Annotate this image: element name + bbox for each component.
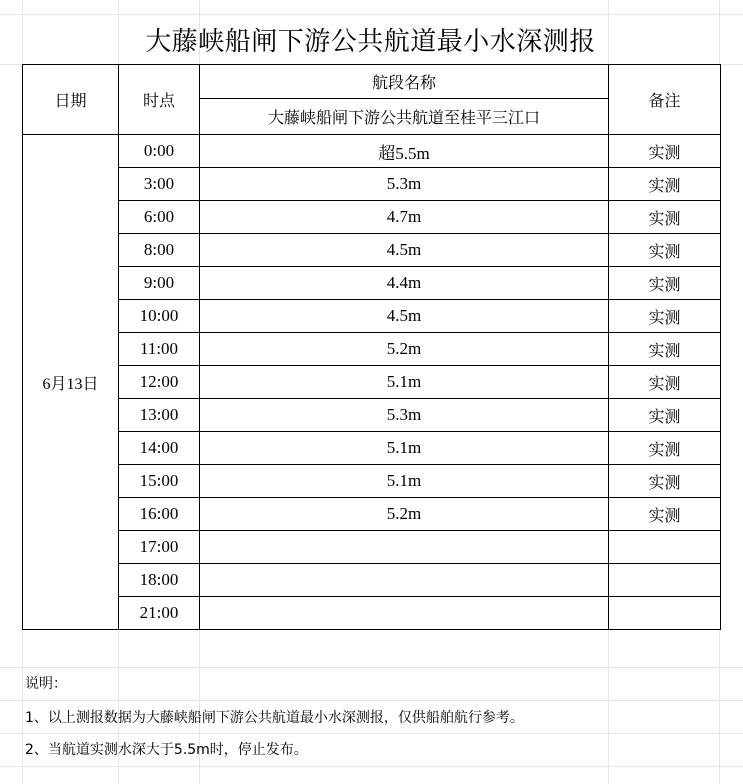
depth-cell: 4.7m	[200, 201, 609, 234]
header-segment-name: 大藤峡船闸下游公共航道至桂平三江口	[200, 99, 609, 135]
depth-cell: 5.1m	[200, 465, 609, 498]
note-cell: 实测	[609, 333, 721, 366]
note-cell	[609, 597, 721, 630]
time-cell: 10:00	[119, 300, 200, 333]
time-cell: 13:00	[119, 399, 200, 432]
time-cell: 0:00	[119, 135, 200, 168]
note-cell	[609, 564, 721, 597]
table-row	[23, 234, 721, 267]
time-cell: 6:00	[119, 201, 200, 234]
table-row	[23, 135, 721, 168]
time-cell: 15:00	[119, 465, 200, 498]
note-cell	[609, 531, 721, 564]
note-cell: 实测	[609, 366, 721, 399]
note-cell: 实测	[609, 300, 721, 333]
table-row	[23, 333, 721, 366]
note-cell: 实测	[609, 201, 721, 234]
depth-report-table	[22, 64, 721, 630]
date-cell: 6月13日	[23, 135, 119, 630]
table-row	[23, 201, 721, 234]
depth-cell: 5.1m	[200, 432, 609, 465]
depth-cell: 4.5m	[200, 300, 609, 333]
table-row	[23, 432, 721, 465]
table-body	[23, 135, 721, 630]
depth-cell: 5.2m	[200, 498, 609, 531]
header-remark: 备注	[609, 65, 721, 135]
time-cell: 12:00	[119, 366, 200, 399]
time-cell: 11:00	[119, 333, 200, 366]
table-row	[23, 267, 721, 300]
note-cell: 实测	[609, 168, 721, 201]
note-cell: 实测	[609, 234, 721, 267]
time-cell: 21:00	[119, 597, 200, 630]
depth-cell	[200, 564, 609, 597]
note-cell: 实测	[609, 135, 721, 168]
table-row	[23, 531, 721, 564]
depth-cell: 4.5m	[200, 234, 609, 267]
report-title: 大藤峡船闸下游公共航道最小水深测报	[145, 27, 596, 57]
note-cell: 实测	[609, 432, 721, 465]
depth-cell	[200, 531, 609, 564]
header-time: 时点	[119, 65, 200, 135]
depth-cell: 超5.5m	[200, 135, 609, 168]
time-cell: 16:00	[119, 498, 200, 531]
note-cell: 实测	[609, 498, 721, 531]
time-cell: 8:00	[119, 234, 200, 267]
time-cell: 18:00	[119, 564, 200, 597]
table-row	[23, 399, 721, 432]
depth-cell	[200, 597, 609, 630]
table-row	[23, 366, 721, 399]
note-cell: 实测	[609, 399, 721, 432]
notes-heading: 说明：	[25, 676, 67, 692]
note-item-1: 1、以上测报数据为大藤峡船闸下游公共航道最小水深测报，仅供船舶航行参考。	[25, 710, 524, 726]
table-row	[23, 564, 721, 597]
depth-cell: 5.2m	[200, 333, 609, 366]
depth-cell: 4.4m	[200, 267, 609, 300]
table-row	[23, 168, 721, 201]
header-segment-title: 航段名称	[200, 65, 609, 99]
time-cell: 14:00	[119, 432, 200, 465]
time-cell: 9:00	[119, 267, 200, 300]
note-cell: 实测	[609, 267, 721, 300]
table-row	[23, 300, 721, 333]
depth-cell: 5.3m	[200, 168, 609, 201]
time-cell: 3:00	[119, 168, 200, 201]
depth-cell: 5.3m	[200, 399, 609, 432]
table-row	[23, 498, 721, 531]
depth-cell: 5.1m	[200, 366, 609, 399]
table-row	[23, 597, 721, 630]
table-row	[23, 465, 721, 498]
time-cell: 17:00	[119, 531, 200, 564]
note-cell: 实测	[609, 465, 721, 498]
note-item-2: 2、当航道实测水深大于5.5m时，停止发布。	[25, 742, 308, 758]
header-date: 日期	[23, 65, 119, 135]
